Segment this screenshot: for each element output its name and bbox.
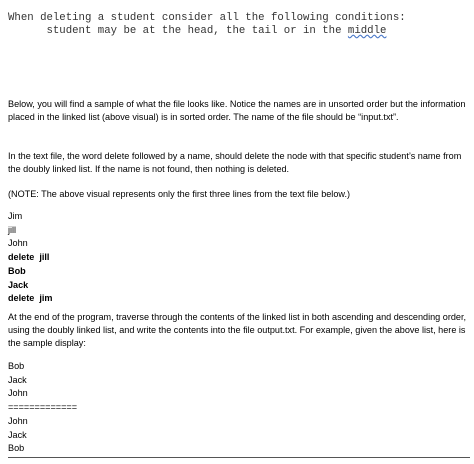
list-item: Bob	[8, 361, 25, 371]
list-item: John	[8, 415, 28, 426]
code-header-line-2-text: student may be at the head, the tail or in the	[8, 25, 348, 37]
list-item: delete jill	[8, 252, 50, 263]
bottom-divider	[8, 457, 470, 458]
traverse-paragraph: At the end of the program, traverse through the contents of the linked list in both ascending and descending order, using the doubly linked list, and write the contents into the file output.txt. For example, given the above list, here is the sample display:	[8, 312, 467, 348]
list-item: Jim	[8, 211, 23, 221]
list-item: Jack	[8, 374, 27, 385]
delete-rule-paragraph: In the text file, the word delete followed by a name, should delete the node with that specific student’s name from the doubly linked list. If the name is not found, then nothing is deleted.	[8, 151, 462, 174]
input-file-sample	[8, 210, 52, 306]
output-sample	[8, 360, 77, 456]
code-header-underlined-word: middle	[347, 25, 387, 37]
list-item: Bob	[8, 443, 25, 454]
list-item: Jack	[8, 279, 29, 290]
list-item: Bob	[8, 265, 26, 276]
intro-paragraph: Below, you will find a sample of what the file looks like. Notice the names are in unsorted order but the information placed in the linked list (above visual) is in sorted order. The name of the file should be “input.txt”.	[8, 99, 466, 122]
list-item: jill	[8, 224, 17, 235]
list-item: Jack	[8, 429, 27, 440]
list-item: John	[8, 388, 28, 399]
list-item: John	[8, 238, 28, 249]
list-item: =============	[8, 402, 78, 413]
code-header-line-1: When deleting a student consider all the following conditions:	[8, 12, 406, 24]
code-header-line-2	[8, 25, 386, 38]
list-item: delete jim	[8, 293, 53, 304]
note-paragraph: (NOTE: The above visual represents only the first three lines from the text file below.)	[8, 189, 351, 199]
